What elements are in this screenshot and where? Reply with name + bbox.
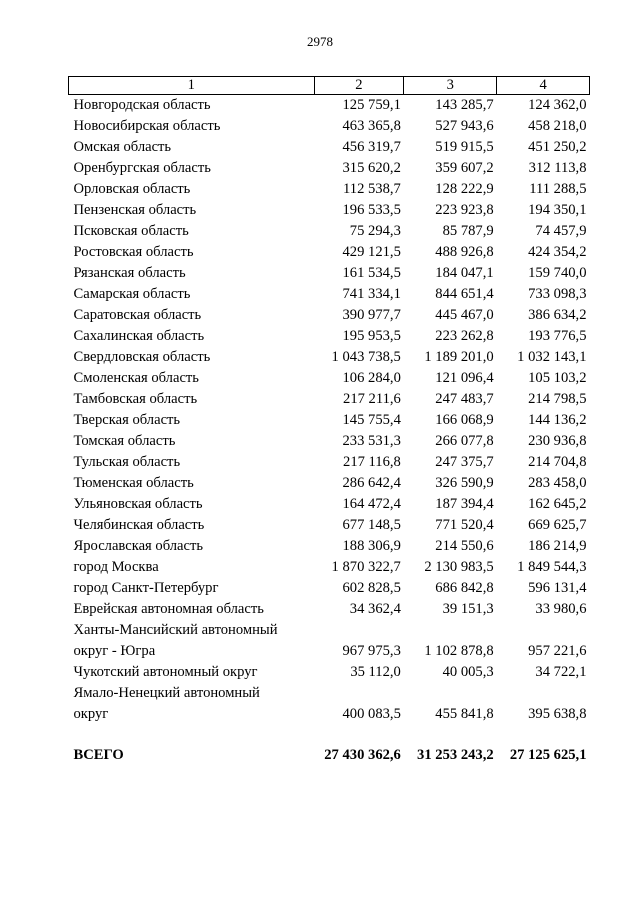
region-name bbox=[69, 620, 315, 662]
value-col-3: 527 943,6 bbox=[435, 118, 494, 134]
table-row bbox=[69, 158, 590, 179]
table-row bbox=[69, 452, 590, 473]
total-value-col-2: 27 430 362,6 bbox=[324, 747, 401, 763]
value-col-3: 187 394,4 bbox=[435, 496, 494, 512]
column-header-2: 2 bbox=[314, 77, 404, 95]
value-col-2: 75 294,3 bbox=[349, 223, 401, 239]
table-row bbox=[69, 242, 590, 263]
table-row bbox=[69, 116, 590, 137]
table-row bbox=[69, 368, 590, 389]
value-col-2: 1 043 738,5 bbox=[331, 349, 401, 365]
column-header-4: 4 bbox=[497, 77, 590, 95]
table-row bbox=[69, 410, 590, 431]
value-col-3: 143 285,7 bbox=[435, 97, 494, 113]
value-col-3: 1 189 201,0 bbox=[424, 349, 494, 365]
region-name-line: Тамбовская область bbox=[73, 391, 198, 407]
value-col-3: 445 467,0 bbox=[435, 307, 494, 323]
value-col-3: 771 520,4 bbox=[435, 517, 494, 533]
region-name-line: округ bbox=[73, 706, 109, 722]
table-row bbox=[69, 95, 590, 117]
total-value-col-4: 27 125 625,1 bbox=[509, 747, 587, 763]
value-col-4: 1 849 544,3 bbox=[517, 559, 587, 575]
value-col-4: 312 113,8 bbox=[528, 160, 587, 176]
region-name bbox=[69, 452, 315, 473]
value-col-3: 844 651,4 bbox=[435, 286, 494, 302]
value-col-4: 124 362,0 bbox=[528, 97, 587, 113]
table-row bbox=[69, 263, 590, 284]
value-col-4: 283 458,0 bbox=[528, 475, 587, 491]
value-col-2: 35 112,0 bbox=[350, 664, 401, 680]
value-col-4: 669 625,7 bbox=[528, 517, 587, 533]
value-col-3: 166 068,9 bbox=[435, 412, 494, 428]
value-col-4: 214 704,8 bbox=[528, 454, 587, 470]
value-col-3: 128 222,9 bbox=[435, 181, 494, 197]
table-row bbox=[69, 662, 590, 683]
table-row bbox=[69, 221, 590, 242]
region-name bbox=[69, 515, 315, 536]
region-name bbox=[69, 557, 315, 578]
value-col-4: 386 634,2 bbox=[528, 307, 587, 323]
region-name bbox=[69, 200, 315, 221]
region-name-line: Ямало-Ненецкий автономный bbox=[73, 685, 260, 701]
region-name bbox=[69, 599, 315, 620]
region-name bbox=[69, 305, 315, 326]
region-name-line: Орловская область bbox=[73, 181, 191, 197]
value-col-4: 395 638,8 bbox=[528, 706, 587, 722]
region-name-line: город Москва bbox=[73, 559, 159, 575]
value-col-4: 458 218,0 bbox=[528, 118, 587, 134]
region-name-line: Челябинская область bbox=[73, 517, 205, 533]
value-col-2: 164 472,4 bbox=[342, 496, 401, 512]
region-name bbox=[69, 683, 315, 725]
region-name bbox=[69, 116, 315, 137]
value-col-4: 74 457,9 bbox=[535, 223, 587, 239]
table-body bbox=[69, 95, 590, 768]
value-col-3: 247 375,7 bbox=[435, 454, 494, 470]
value-col-3: 40 005,3 bbox=[442, 664, 494, 680]
spacer-row bbox=[69, 725, 590, 743]
region-name-line: Псковская область bbox=[73, 223, 189, 239]
region-name-line: Тверская область bbox=[73, 412, 181, 428]
region-name bbox=[69, 326, 315, 347]
value-col-4: 596 131,4 bbox=[528, 580, 587, 596]
value-col-2: 233 531,3 bbox=[342, 433, 401, 449]
region-name-line: Свердловская область bbox=[73, 349, 211, 365]
value-col-3: 39 151,3 bbox=[442, 601, 494, 617]
region-name bbox=[69, 473, 315, 494]
table-row bbox=[69, 557, 590, 578]
value-col-3: 247 483,7 bbox=[435, 391, 494, 407]
value-col-3: 266 077,8 bbox=[435, 433, 494, 449]
region-name bbox=[69, 95, 315, 117]
region-name bbox=[69, 284, 315, 305]
value-col-2: 602 828,5 bbox=[342, 580, 401, 596]
value-col-3: 1 102 878,8 bbox=[424, 643, 494, 659]
table-row bbox=[69, 431, 590, 452]
region-name-line: Ярославская область bbox=[73, 538, 204, 554]
value-col-2: 112 538,7 bbox=[343, 181, 401, 197]
budget-table bbox=[68, 76, 590, 767]
value-col-4: 111 288,5 bbox=[529, 181, 587, 197]
value-col-3: 2 130 983,5 bbox=[424, 559, 494, 575]
region-name-line: город Санкт-Петербург bbox=[73, 580, 219, 596]
value-col-3: 184 047,1 bbox=[435, 265, 494, 281]
region-name-line: Ульяновская область bbox=[73, 496, 203, 512]
table-row bbox=[69, 137, 590, 158]
table-row bbox=[69, 683, 590, 725]
region-name-line: Тульская область bbox=[73, 454, 181, 470]
table-row bbox=[69, 284, 590, 305]
region-name bbox=[69, 179, 315, 200]
value-col-4: 733 098,3 bbox=[528, 286, 587, 302]
table-row bbox=[69, 347, 590, 368]
region-name-line: Сахалинская область bbox=[73, 328, 205, 344]
region-name-line: Рязанская область bbox=[73, 265, 186, 281]
spacer-cell bbox=[69, 725, 590, 743]
value-col-3: 686 842,8 bbox=[435, 580, 494, 596]
region-name bbox=[69, 578, 315, 599]
region-name-line: Чукотский автономный округ bbox=[73, 664, 258, 680]
region-name-line: Саратовская область bbox=[73, 307, 202, 323]
table-row bbox=[69, 179, 590, 200]
value-col-2: 463 365,8 bbox=[342, 118, 401, 134]
region-name-line: Оренбургская область bbox=[73, 160, 211, 176]
value-col-3: 214 550,6 bbox=[435, 538, 494, 554]
value-col-2: 967 975,3 bbox=[342, 643, 401, 659]
value-col-3: 519 915,5 bbox=[435, 139, 494, 155]
region-name bbox=[69, 347, 315, 368]
region-name-line: Новосибирская область bbox=[73, 118, 221, 134]
region-name bbox=[69, 368, 315, 389]
value-col-2: 196 533,5 bbox=[342, 202, 401, 218]
region-name bbox=[69, 662, 315, 683]
region-name-line: Самарская область bbox=[73, 286, 191, 302]
region-name-line: Ростовская область bbox=[73, 244, 194, 260]
value-col-3: 85 787,9 bbox=[442, 223, 494, 239]
value-col-3: 121 096,4 bbox=[435, 370, 494, 386]
value-col-2: 315 620,2 bbox=[342, 160, 401, 176]
region-name-line: округ - Югра bbox=[73, 643, 156, 659]
region-name-line: Пензенская область bbox=[73, 202, 197, 218]
value-col-2: 429 121,5 bbox=[342, 244, 401, 260]
value-col-4: 451 250,2 bbox=[528, 139, 587, 155]
value-col-4: 33 980,6 bbox=[535, 601, 587, 617]
value-col-2: 400 083,5 bbox=[342, 706, 401, 722]
table-row bbox=[69, 473, 590, 494]
region-name bbox=[69, 431, 315, 452]
value-col-3: 455 841,8 bbox=[435, 706, 494, 722]
header-row bbox=[69, 77, 590, 95]
value-col-3: 223 923,8 bbox=[435, 202, 494, 218]
table-row bbox=[69, 200, 590, 221]
table-header bbox=[69, 77, 590, 95]
column-header-3: 3 bbox=[404, 77, 497, 95]
value-col-2: 217 211,6 bbox=[343, 391, 401, 407]
region-name bbox=[69, 221, 315, 242]
table-row bbox=[69, 599, 590, 620]
region-name-line: Еврейская автономная область bbox=[73, 601, 264, 617]
value-col-4: 186 214,9 bbox=[528, 538, 587, 554]
value-col-3: 326 590,9 bbox=[435, 475, 494, 491]
region-name bbox=[69, 410, 315, 431]
value-col-2: 741 334,1 bbox=[342, 286, 401, 302]
value-col-2: 390 977,7 bbox=[342, 307, 401, 323]
region-name-line: Тюменская область bbox=[73, 475, 194, 491]
table-row bbox=[69, 578, 590, 599]
value-col-2: 145 755,4 bbox=[342, 412, 401, 428]
region-name-line: Томская область bbox=[73, 433, 176, 449]
value-col-4: 1 032 143,1 bbox=[517, 349, 587, 365]
total-row bbox=[69, 743, 590, 767]
region-name-line: Смоленская область bbox=[73, 370, 199, 386]
value-col-4: 214 798,5 bbox=[528, 391, 587, 407]
total-value-col-3: 31 253 243,2 bbox=[417, 747, 494, 763]
column-header-1: 1 bbox=[69, 77, 315, 95]
region-name bbox=[69, 494, 315, 515]
value-col-4: 230 936,8 bbox=[528, 433, 587, 449]
value-col-4: 194 350,1 bbox=[528, 202, 587, 218]
value-col-3: 223 262,8 bbox=[435, 328, 494, 344]
table-row bbox=[69, 389, 590, 410]
value-col-4: 424 354,2 bbox=[528, 244, 587, 260]
region-name-line: Омская область bbox=[73, 139, 172, 155]
region-name bbox=[69, 536, 315, 557]
value-col-4: 159 740,0 bbox=[528, 265, 587, 281]
table-row bbox=[69, 515, 590, 536]
value-col-4: 34 722,1 bbox=[535, 664, 587, 680]
page-number: 2978 bbox=[307, 34, 333, 49]
value-col-2: 188 306,9 bbox=[342, 538, 401, 554]
value-col-4: 162 645,2 bbox=[528, 496, 587, 512]
value-col-2: 456 319,7 bbox=[342, 139, 401, 155]
value-col-2: 125 759,1 bbox=[342, 97, 401, 113]
region-name-line: Новгородская область bbox=[73, 97, 211, 113]
value-col-2: 106 284,0 bbox=[342, 370, 401, 386]
value-col-4: 144 136,2 bbox=[528, 412, 587, 428]
value-col-4: 193 776,5 bbox=[528, 328, 587, 344]
value-col-2: 195 953,5 bbox=[342, 328, 401, 344]
value-col-2: 677 148,5 bbox=[342, 517, 401, 533]
table-row bbox=[69, 305, 590, 326]
region-name-line: Ханты-Мансийский автономный bbox=[73, 622, 278, 638]
total-label: ВСЕГО bbox=[73, 747, 124, 763]
value-col-2: 161 534,5 bbox=[342, 265, 401, 281]
value-col-4: 105 103,2 bbox=[528, 370, 587, 386]
value-col-2: 286 642,4 bbox=[342, 475, 401, 491]
value-col-2: 1 870 322,7 bbox=[331, 559, 401, 575]
value-col-3: 488 926,8 bbox=[435, 244, 494, 260]
table-row bbox=[69, 326, 590, 347]
table-row bbox=[69, 536, 590, 557]
region-name bbox=[69, 263, 315, 284]
table-row bbox=[69, 494, 590, 515]
region-name bbox=[69, 242, 315, 263]
value-col-4: 957 221,6 bbox=[528, 643, 587, 659]
region-name bbox=[69, 137, 315, 158]
value-col-2: 217 116,8 bbox=[343, 454, 401, 470]
value-col-2: 34 362,4 bbox=[349, 601, 401, 617]
region-name bbox=[69, 158, 315, 179]
table-row bbox=[69, 620, 590, 662]
value-col-3: 359 607,2 bbox=[435, 160, 494, 176]
region-name bbox=[69, 389, 315, 410]
